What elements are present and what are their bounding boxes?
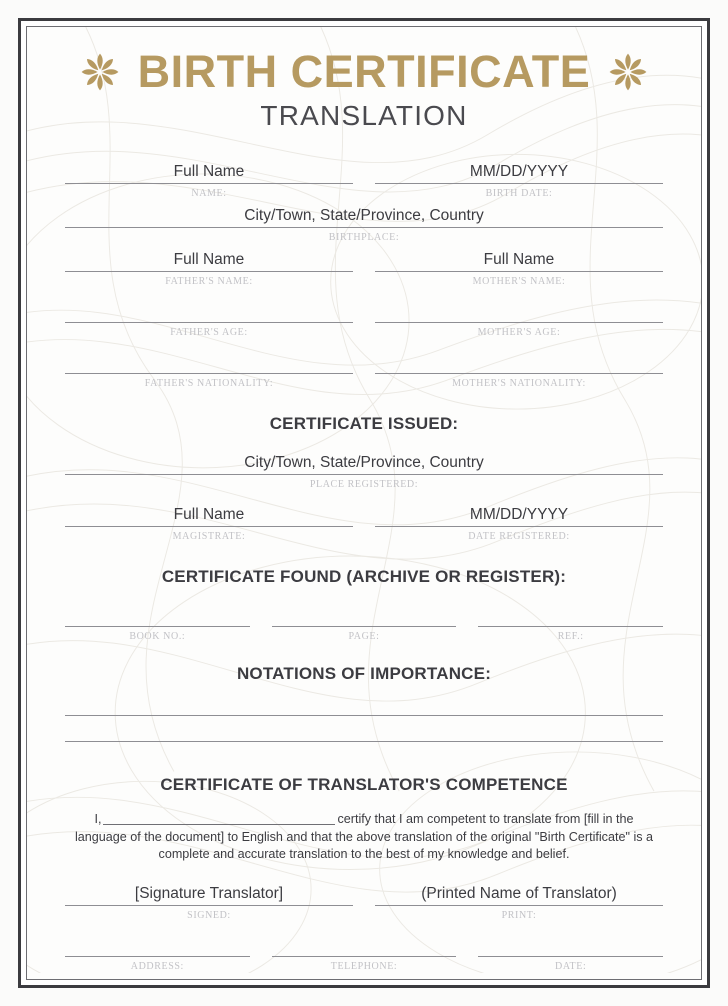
field-name-label: NAME: bbox=[191, 188, 227, 199]
field-book-no[interactable] bbox=[65, 605, 250, 643]
field-birthplace-value[interactable]: City/Town, State/Province, Country bbox=[244, 207, 484, 224]
field-fathers-name-line bbox=[65, 271, 353, 272]
field-date-registered-line bbox=[375, 526, 663, 527]
field-address-line bbox=[65, 956, 250, 957]
field-place-registered-label: PLACE REGISTERED: bbox=[309, 479, 419, 490]
field-magistrate-value[interactable]: Full Name bbox=[173, 506, 245, 523]
field-mothers-age-value[interactable] bbox=[375, 301, 663, 321]
field-mothers-nationality-value[interactable] bbox=[375, 352, 663, 372]
field-fathers-nationality-line bbox=[65, 373, 353, 374]
field-fathers-name-value[interactable]: Full Name bbox=[173, 251, 245, 268]
field-ref-value[interactable] bbox=[478, 605, 663, 625]
field-name-value[interactable]: Full Name bbox=[173, 163, 245, 180]
field-ref-label: REF.: bbox=[557, 631, 584, 642]
field-print-line bbox=[375, 905, 663, 906]
field-mothers-nationality[interactable] bbox=[375, 352, 663, 390]
row-archive-register bbox=[65, 605, 663, 643]
page-title: BIRTH CERTIFICATE bbox=[137, 46, 591, 97]
field-fathers-name[interactable] bbox=[65, 250, 353, 288]
field-birth-date-label: BIRTH DATE: bbox=[485, 188, 553, 199]
field-birth-date[interactable] bbox=[375, 162, 663, 200]
field-name-line bbox=[65, 183, 353, 184]
field-signed[interactable] bbox=[65, 884, 353, 922]
field-place-registered[interactable] bbox=[65, 453, 663, 491]
field-date-line bbox=[478, 956, 663, 957]
field-page-value[interactable] bbox=[272, 605, 457, 625]
field-page-line bbox=[272, 626, 457, 627]
field-book-no-label: BOOK NO.: bbox=[129, 631, 186, 642]
field-fathers-age-value[interactable] bbox=[65, 301, 353, 321]
field-address-label: ADDRESS: bbox=[130, 960, 184, 972]
field-mothers-age-line bbox=[375, 322, 663, 323]
field-fathers-nationality-label: FATHER'S NATIONALITY: bbox=[144, 378, 274, 389]
row-parent-names bbox=[65, 250, 663, 288]
row-parent-ages bbox=[65, 301, 663, 339]
field-page[interactable] bbox=[272, 605, 457, 643]
attestation-prefix: I, bbox=[94, 812, 102, 826]
field-mothers-name-value[interactable]: Full Name bbox=[483, 251, 555, 268]
field-date-registered-label: DATE REGISTERED: bbox=[468, 531, 570, 542]
section-heading-notations: NOTATIONS OF IMPORTANCE: bbox=[236, 664, 492, 683]
section-heading-translator-competence: CERTIFICATE OF TRANSLATOR'S COMPETENCE bbox=[160, 775, 568, 794]
field-date-registered[interactable] bbox=[375, 505, 663, 543]
field-print[interactable] bbox=[375, 884, 663, 922]
flower-rosette-icon-left bbox=[80, 52, 120, 92]
field-telephone-value[interactable] bbox=[272, 935, 457, 955]
field-book-no-line bbox=[65, 626, 250, 627]
field-mothers-nationality-label: MOTHER'S NATIONALITY: bbox=[452, 378, 586, 389]
field-magistrate[interactable] bbox=[65, 505, 353, 543]
field-print-value[interactable]: (Printed Name of Translator) bbox=[421, 884, 617, 902]
field-magistrate-line bbox=[65, 526, 353, 527]
row-name-birthdate bbox=[65, 162, 663, 200]
field-date-label: DATE: bbox=[555, 960, 587, 972]
outer-border bbox=[18, 18, 710, 988]
row-parent-nationalities bbox=[65, 352, 663, 390]
field-mothers-name-label: MOTHER'S NAME: bbox=[472, 276, 566, 287]
row-place-registered bbox=[65, 453, 663, 491]
row-signature bbox=[65, 884, 663, 922]
field-telephone-label: TELEPHONE: bbox=[330, 960, 398, 972]
field-address[interactable] bbox=[65, 935, 250, 973]
field-fathers-nationality[interactable] bbox=[65, 352, 353, 390]
field-birthplace[interactable] bbox=[65, 206, 663, 244]
attestation-body: certify that I am competent to translate from [fill in the language of the document] to English and that the above translation of the original "Birth Certificate" is a complete and accurate translation to the best of my knowledge and belief. bbox=[74, 812, 654, 861]
field-date-registered-value[interactable]: MM/DD/YYYY bbox=[469, 506, 569, 523]
field-print-label: PRINT: bbox=[501, 909, 537, 921]
field-fathers-nationality-value[interactable] bbox=[65, 352, 353, 372]
field-magistrate-label: MAGISTRATE: bbox=[172, 531, 246, 542]
page-subtitle: TRANSLATION bbox=[260, 100, 468, 131]
field-birthplace-line bbox=[65, 227, 663, 228]
field-birthplace-label: BIRTHPLACE: bbox=[328, 232, 400, 243]
translator-name-blank[interactable] bbox=[103, 824, 335, 825]
field-mothers-name[interactable] bbox=[375, 250, 663, 288]
field-place-registered-value[interactable]: City/Town, State/Province, Country bbox=[244, 454, 484, 471]
row-birthplace bbox=[65, 206, 663, 244]
field-signed-line bbox=[65, 905, 353, 906]
field-date[interactable] bbox=[478, 935, 663, 973]
field-place-registered-line bbox=[65, 474, 663, 475]
field-fathers-age[interactable] bbox=[65, 301, 353, 339]
field-fathers-age-line bbox=[65, 322, 353, 323]
notations-line-1[interactable] bbox=[65, 715, 663, 716]
inner-border bbox=[26, 26, 702, 980]
document-content bbox=[27, 27, 701, 979]
document-header bbox=[65, 46, 663, 131]
field-mothers-age[interactable] bbox=[375, 301, 663, 339]
attestation-paragraph bbox=[65, 811, 663, 864]
field-birth-date-value[interactable]: MM/DD/YYYY bbox=[469, 163, 569, 180]
section-heading-certificate-issued: CERTIFICATE ISSUED: bbox=[269, 414, 459, 433]
field-signed-value[interactable]: [Signature Translator] bbox=[134, 884, 284, 902]
row-contact bbox=[65, 935, 663, 973]
flower-rosette-icon-right bbox=[608, 52, 648, 92]
field-page-label: PAGE: bbox=[348, 631, 380, 642]
notations-line-2[interactable] bbox=[65, 741, 663, 742]
section-heading-certificate-found: CERTIFICATE FOUND (ARCHIVE OR REGISTER): bbox=[161, 567, 567, 586]
field-telephone[interactable] bbox=[272, 935, 457, 973]
field-fathers-name-label: FATHER'S NAME: bbox=[165, 276, 253, 287]
field-mothers-age-label: MOTHER'S AGE: bbox=[477, 327, 561, 338]
field-birth-date-line bbox=[375, 183, 663, 184]
field-telephone-line bbox=[272, 956, 457, 957]
field-ref[interactable] bbox=[478, 605, 663, 643]
row-magistrate-date bbox=[65, 505, 663, 543]
field-address-value[interactable] bbox=[65, 935, 250, 955]
field-ref-line bbox=[478, 626, 663, 627]
field-signed-label: SIGNED: bbox=[187, 909, 231, 921]
field-date-value[interactable] bbox=[478, 935, 663, 955]
field-book-no-value[interactable] bbox=[65, 605, 250, 625]
field-mothers-nationality-line bbox=[375, 373, 663, 374]
field-fathers-age-label: FATHER'S AGE: bbox=[170, 327, 248, 338]
field-name[interactable] bbox=[65, 162, 353, 200]
title-row bbox=[65, 46, 663, 97]
field-mothers-name-line bbox=[375, 271, 663, 272]
